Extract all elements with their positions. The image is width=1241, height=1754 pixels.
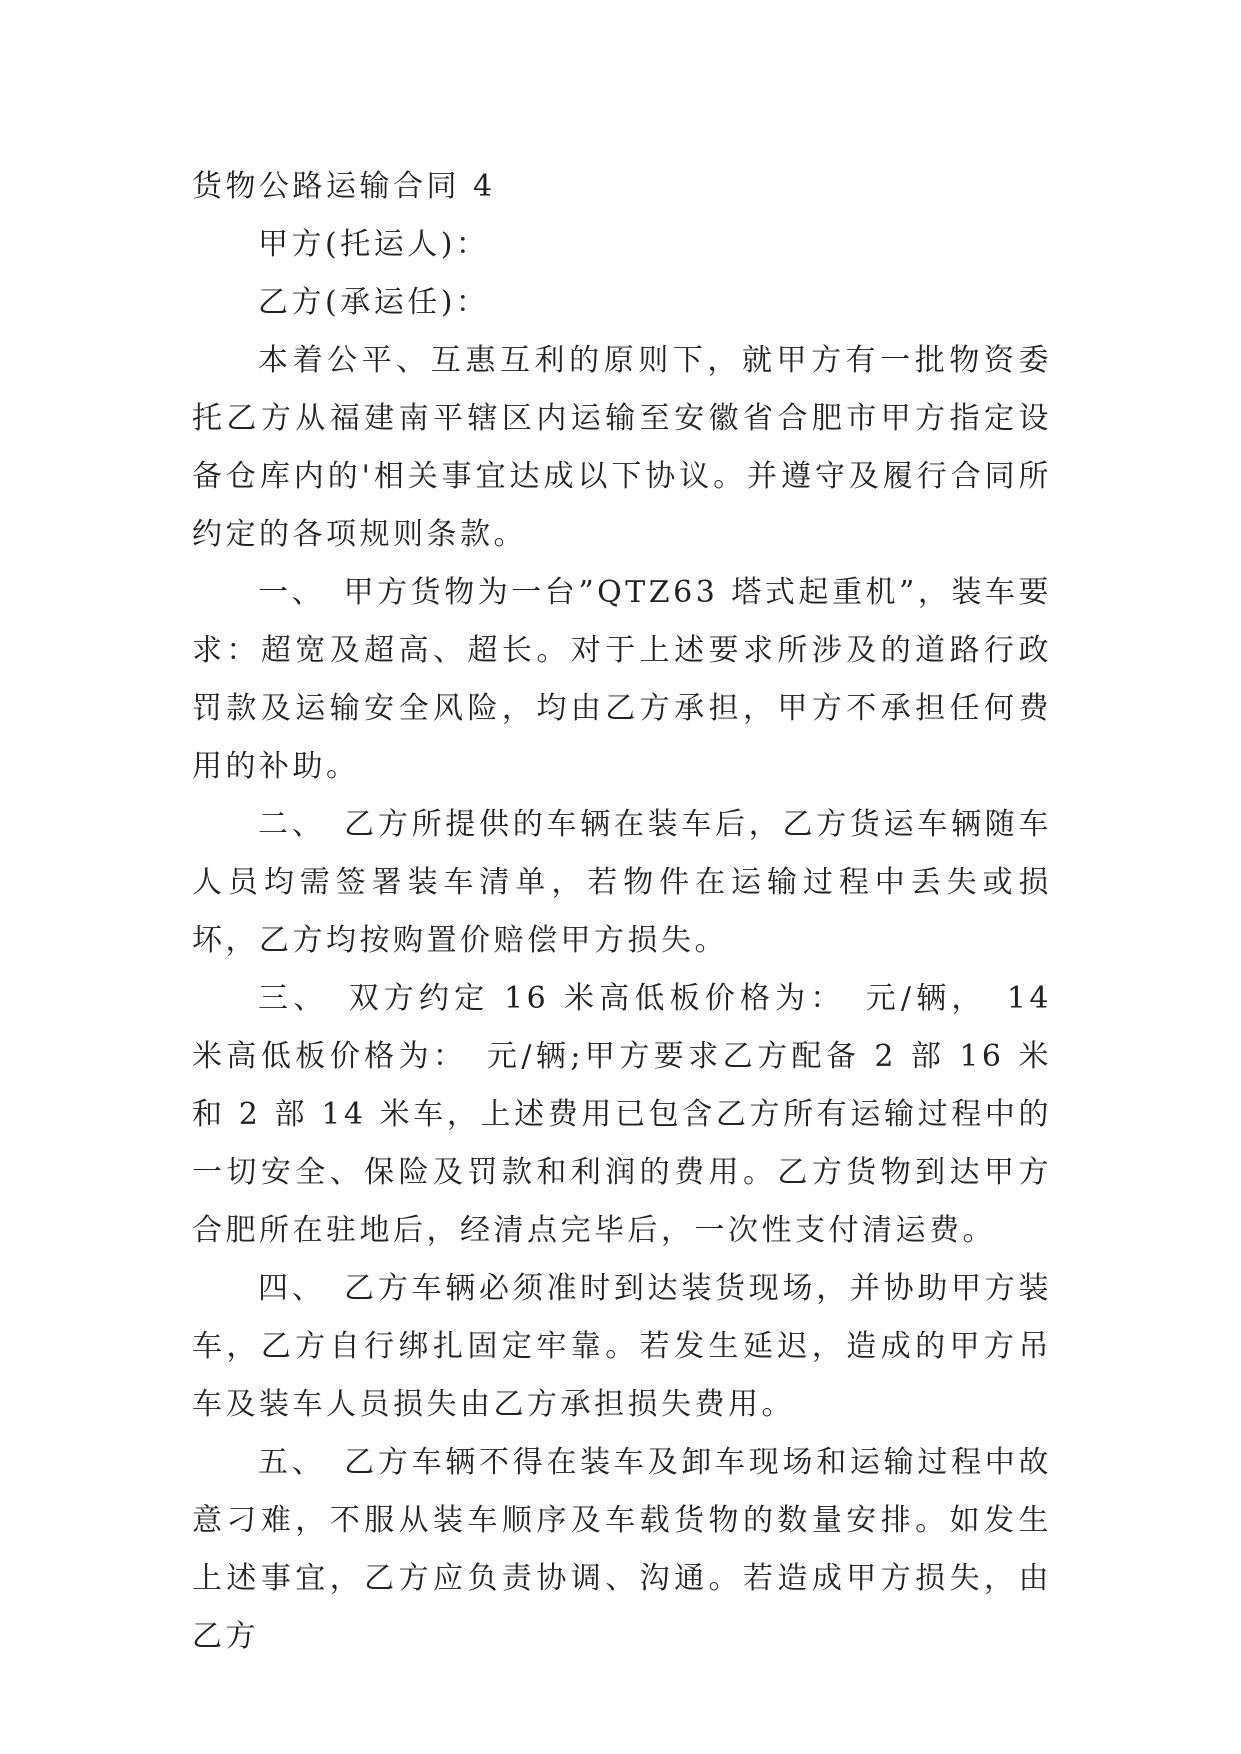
party-a-line: 甲方(托运人)： — [258, 227, 490, 262]
clause-2: 二、 乙方所提供的车辆在装车后，乙方货运车辆随车人员均需签署装车清单，若物件在运输过程中丢失或损坏，乙方均按购置价赔偿甲方损失。 — [192, 807, 1052, 958]
clause-4: 四、 乙方车辆必须准时到达装货现场，并协助甲方装车，乙方自行绑扎固定牢靠。若发生延迟，造成的甲方吊车及装车人员损失由乙方承担损失费用。 — [192, 1271, 1052, 1422]
document-title: 货物公路运输合同 4 — [192, 169, 496, 204]
intro-paragraph: 本着公平、互惠互利的原则下，就甲方有一批物资委托乙方从福建南平辖区内运输至安徽省合肥市甲方指定设备仓库内的'相关事宜达成以下协议。并遵守及履行合同所约定的各项规则条款。 — [192, 343, 1052, 552]
contract-body — [192, 158, 1052, 1666]
clause-3: 三、 双方约定 16 米高低板价格为： 元/辆， 14 米高低板价格为： 元/辆;甲方要求乙方配备 2 部 16 米和 2 部 14 米车，上述费用已包含乙方所有运输过程中的一切安全、保险及罚款和利润的费用。乙方货物到达甲方合肥所在驻地后，经清点完毕后，一次性支付清运费。 — [192, 981, 1052, 1248]
clause-1: 一、 甲方货物为一台”QTZ63 塔式起重机”，装车要求：超宽及超高、超长。对于上述要求所涉及的道路行政罚款及运输安全风险，均由乙方承担，甲方不承担任何费用的补助。 — [192, 575, 1052, 784]
party-b-line: 乙方(承运任)： — [258, 285, 490, 320]
clause-5: 五、 乙方车辆不得在装车及卸车现场和运输过程中故意刁难，不服从装车顺序及车载货物的数量安排。如发生上述事宜，乙方应负责协调、沟通。若造成甲方损失，由乙方 — [192, 1445, 1052, 1654]
